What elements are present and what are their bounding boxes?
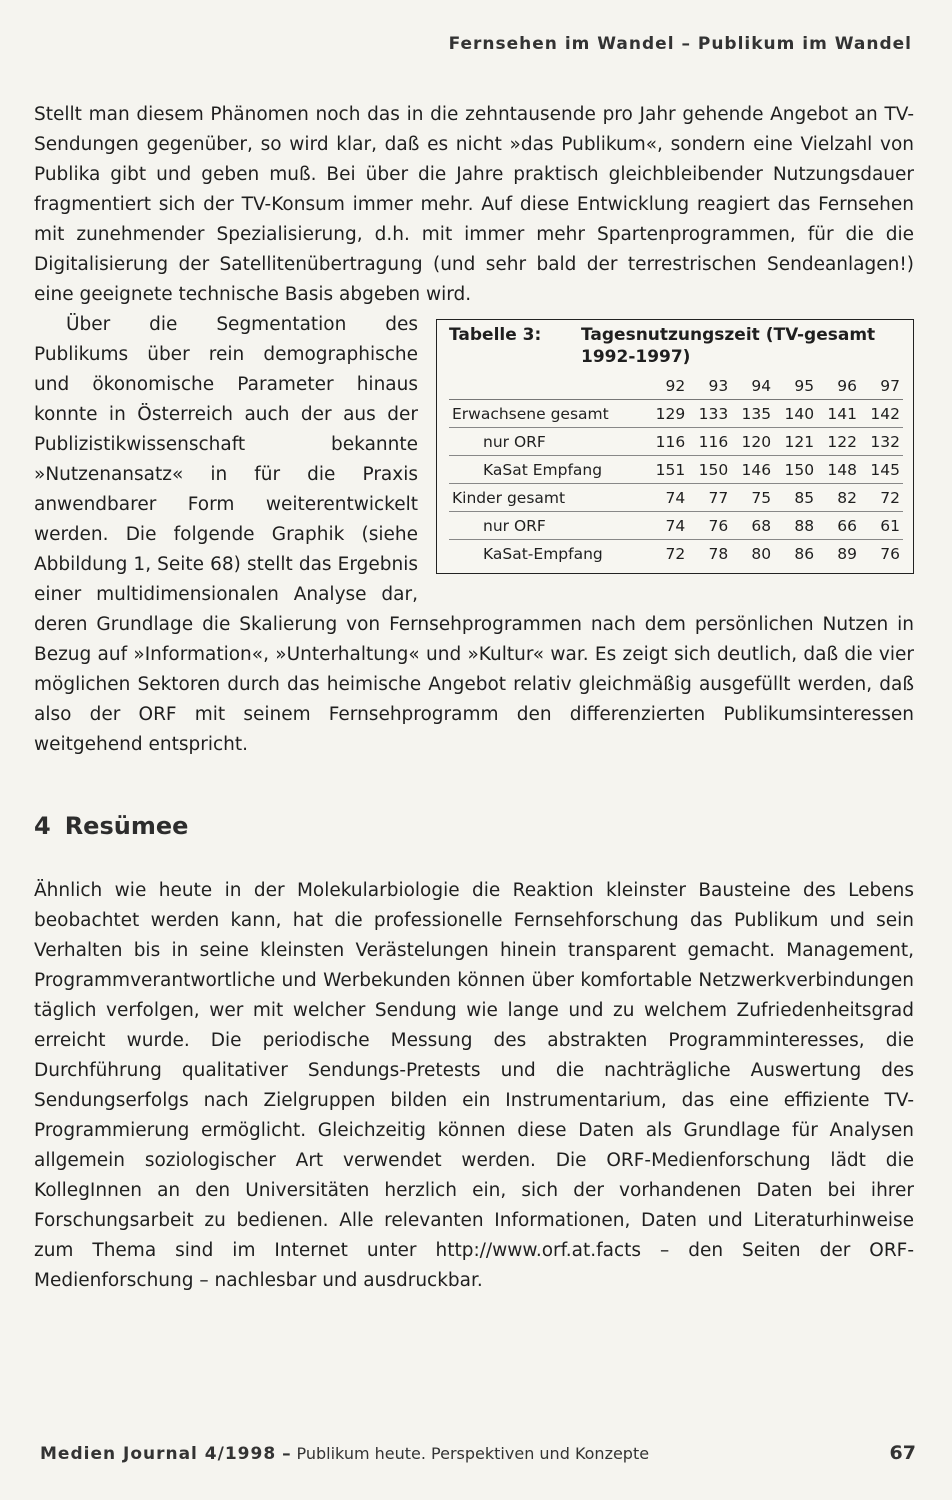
table-row [449, 400, 903, 428]
table-cell: 116 [688, 428, 731, 456]
table-cell: 146 [731, 456, 774, 484]
table-cell: 120 [731, 428, 774, 456]
table-cell: 132 [860, 428, 903, 456]
table-cell: 89 [837, 544, 857, 563]
column-header: 96 [817, 372, 860, 400]
table-label: Tabelle 3: [449, 325, 542, 345]
table-cell: 148 [817, 456, 860, 484]
row-label: KaSat-Empfang [483, 544, 603, 563]
table-cell: 85 [774, 484, 817, 512]
table-cell: 140 [774, 400, 817, 428]
body-text-block [34, 100, 914, 760]
row-label: Erwachsene gesamt [449, 400, 645, 428]
row-label: KaSat Empfang [449, 456, 645, 484]
table-3 [436, 319, 914, 574]
section-heading [34, 812, 188, 840]
table-cell: 76 [688, 512, 731, 540]
column-header: 97 [860, 372, 903, 400]
column-header-blank [449, 372, 645, 400]
column-header: 95 [774, 372, 817, 400]
summary-text-block [34, 876, 914, 1296]
data-table [449, 372, 903, 567]
column-header: 93 [688, 372, 731, 400]
footer [40, 1444, 649, 1464]
table-cell: 142 [860, 400, 903, 428]
row-label: nur ORF [449, 428, 645, 456]
table-cell: 129 [645, 400, 688, 428]
journal-name: Medien Journal 4/1998 [40, 1444, 277, 1464]
table-cell: 150 [774, 456, 817, 484]
table-row [449, 540, 903, 568]
table-cell: 121 [774, 428, 817, 456]
table-cell: 88 [774, 512, 817, 540]
paragraph-3: Ähnlich wie heute in der Molekularbiologie die Reaktion kleinster Bausteine des Lebens beobachtet werden kann, hat die professionelle Fernsehforschung das Publikum und sein Verhalten bis in seine kleinsten Verästelungen hinein transparent gemacht. Management, Programmverantwortliche und Werbekunden können über komfortable Netzwerkverbindungen täglich verfolgen, wer mit welcher Sendung wie lange und zu welchem Zufriedenheitsgrad erreicht wurde. Die periodische Messung des abstrakten Programminteresses, die Durchführung qualitativer Sendungs-Pretests und die nachträgliche Auswertung des Sendungserfolgs nach Zielgruppen bilden ein Instrumentarium, das eine effiziente TV-Programmierung ermöglicht. Gleichzeitig können diese Daten als Grundlage für Analysen allgemein soziologischer Art verwendet werden. Die ORF-Medienforschung lädt die KollegInnen an den Universitäten herzlich ein, sich der vorhandenen Daten bei ihrer Forschungsarbeit zu bedienen. Alle relevanten Informationen, Daten und Literaturhinweise zum Thema sind im Internet unter http://www.orf.at.facts – den Seiten der ORF-Medienforschung – nachlesbar und ausdruckbar. [34, 880, 914, 1291]
paragraph-1: Stellt man diesem Phänomen noch das in die zehntausende pro Jahr gehende Angebot an TV-Sendungen gegenüber, so wird klar, daß es nicht »das Publikum«, sondern eine Vielzahl von Publika gibt und geben muß. Bei über die Jahre praktisch gleichbleibender Nutzungsdauer fragmentiert sich der TV-Konsum immer mehr. Auf diese Entwicklung reagiert das Fernsehen mit zunehmender Spezialisierung, d.h. mit immer mehr Spartenprogrammen, für die die Digitalisierung der Satellitenübertragung (und sehr bald der terrestrischen Sendeanlagen!) eine geeignete technische Basis abgeben wird. [34, 104, 914, 305]
issue-title: Publikum heute. Perspektiven und Konzepte [296, 1444, 650, 1463]
table-cell: 72 [860, 484, 903, 512]
table-cell: 78 [708, 544, 729, 563]
table-cell: 74 [645, 512, 688, 540]
column-header: 92 [645, 372, 688, 400]
table-cell: 116 [645, 428, 688, 456]
table-cell: 68 [731, 512, 774, 540]
table-row [449, 512, 903, 540]
column-header: 94 [731, 372, 774, 400]
section-number: 4 [34, 812, 51, 840]
table-title: Tagesnutzungszeit (TV-gesamt 1992-1997) [581, 325, 876, 367]
table-caption [449, 324, 903, 368]
row-label: Kinder gesamt [449, 484, 645, 512]
table-cell: 66 [817, 512, 860, 540]
table-cell: 151 [645, 456, 688, 484]
table-cell: 61 [860, 512, 903, 540]
table-cell: 86 [794, 544, 815, 563]
table-row [449, 456, 903, 484]
table-cell: 141 [817, 400, 860, 428]
table-cell: 135 [731, 400, 774, 428]
table-row [449, 428, 903, 456]
row-label: nur ORF [449, 512, 645, 540]
table-cell: 145 [860, 456, 903, 484]
table-cell: 80 [751, 544, 772, 563]
footer-separator: – [276, 1444, 297, 1464]
table-cell: 77 [688, 484, 731, 512]
table-cell: 72 [665, 544, 686, 563]
table-cell: 76 [880, 544, 900, 563]
table-cell: 150 [688, 456, 731, 484]
table-cell: 75 [731, 484, 774, 512]
table-cell: 122 [817, 428, 860, 456]
table-cell: 82 [817, 484, 860, 512]
table-cell: 74 [645, 484, 688, 512]
running-header: Fernsehen im Wandel – Publikum im Wandel [448, 34, 912, 54]
table-header-row [449, 372, 903, 400]
table-cell: 133 [688, 400, 731, 428]
section-title: Resümee [64, 812, 189, 840]
paragraph-2: Über die Segmentation des Publikums über rein demographische und ökonomische Parameter hinaus konnte in Österreich auch der aus der Publizistikwissenschaft bekannte »Nutzenansatz« in für die Praxis anwendbarer Form weiterentwickelt werden. Die folgende Graphik (siehe Abbildung 1, Seite 68) stellt das Ergebnis einer multidimensionalen Analyse dar, deren Grundlage die Skalierung von Fernsehprogrammen nach dem persönlichen Nutzen in Bezug auf »Information«, »Unterhaltung« und »Kultur« war. Es zeigt sich deutlich, daß die vier möglichen Sektoren durch das heimische Angebot relativ gleichmäßig ausgefüllt werden, daß also der ORF mit seinem Fernsehprogramm den differenzierten Publikumsinteressen weitgehend entspricht. [34, 314, 914, 755]
page-number: 67 [889, 1442, 916, 1464]
table-row [449, 484, 903, 512]
